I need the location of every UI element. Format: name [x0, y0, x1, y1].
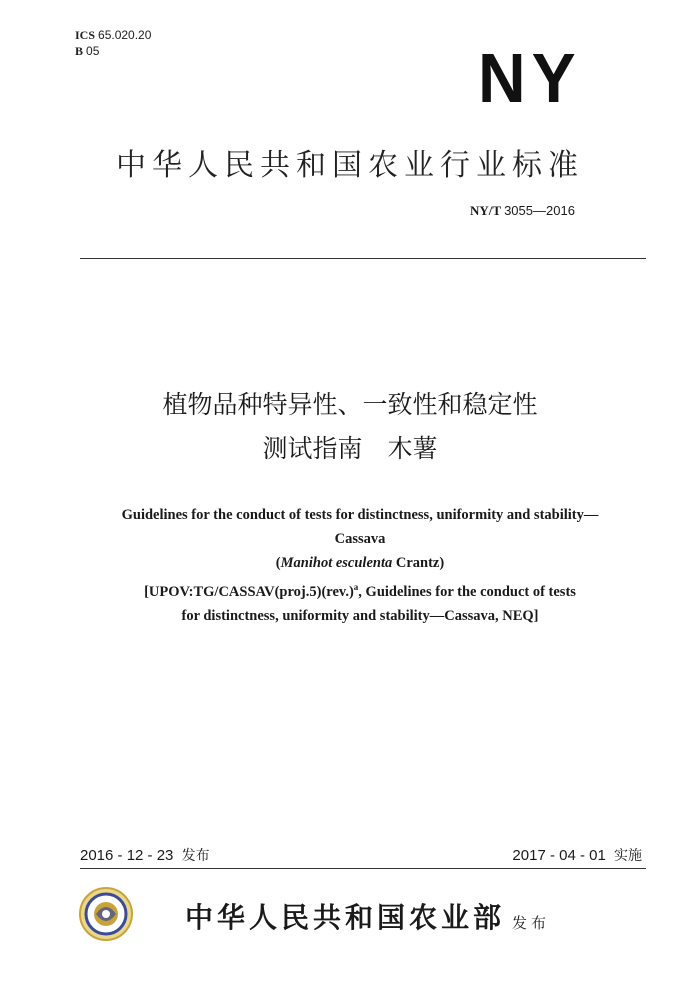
issue-date: 2016 - 12 - 23 — [80, 847, 174, 864]
header-divider — [80, 258, 646, 259]
ics-label: ICS — [75, 28, 96, 42]
ics-line — [75, 28, 151, 43]
effective-label: 实施 — [614, 848, 642, 864]
standard-code — [470, 203, 575, 219]
document-title-cn — [0, 383, 700, 471]
effective-date: 2017 - 04 - 01 — [512, 847, 606, 864]
title-en-line5: for distinctness, uniformity and stability—Cassava, NEQ] — [181, 607, 539, 624]
title-en-footnote-mark: a — [353, 582, 359, 592]
issue-date-block — [80, 845, 210, 865]
title-cn-line1: 植物品种特异性、一致性和稳定性 — [162, 390, 538, 419]
title-en-line3-open: ( — [275, 555, 281, 571]
title-en-line4 — [60, 575, 660, 604]
class-prefix: B — [75, 44, 84, 58]
title-cn-line2: 测试指南 木薯 — [262, 434, 438, 463]
title-en-line3-rest: Crantz) — [392, 555, 445, 571]
standard-title: 中华人民共和国农业行业标准 — [116, 148, 584, 183]
title-en-line2: Cassava — [334, 531, 386, 547]
ics-code: 65.020.20 — [98, 28, 152, 42]
classification-line — [75, 44, 99, 59]
title-en-line4-a: [UPOV:TG/CASSAV(proj.5)(rev.) — [144, 583, 354, 600]
issuing-ministry: 中华人民共和国农业部 — [185, 901, 506, 934]
footer-divider — [80, 868, 646, 869]
ministry-emblem-icon — [78, 886, 134, 942]
title-en-line3 — [60, 551, 660, 575]
species-name: Manihot esculenta — [280, 555, 393, 571]
title-en-line1: Guidelines for the conduct of tests for distinctness, uniformity and stability— — [121, 507, 599, 523]
document-title-en — [60, 503, 660, 628]
effective-date-block — [512, 845, 642, 865]
standard-code-number: 3055—2016 — [504, 203, 575, 218]
standard-code-prefix: NY/T — [470, 203, 501, 218]
title-en-line4-b: , Guidelines for the conduct of tests — [358, 583, 576, 600]
ny-logo: NY — [478, 39, 582, 117]
ministry-issue-label: 发布 — [512, 914, 551, 932]
issue-label: 发布 — [181, 848, 210, 864]
class-code: 05 — [86, 44, 100, 58]
